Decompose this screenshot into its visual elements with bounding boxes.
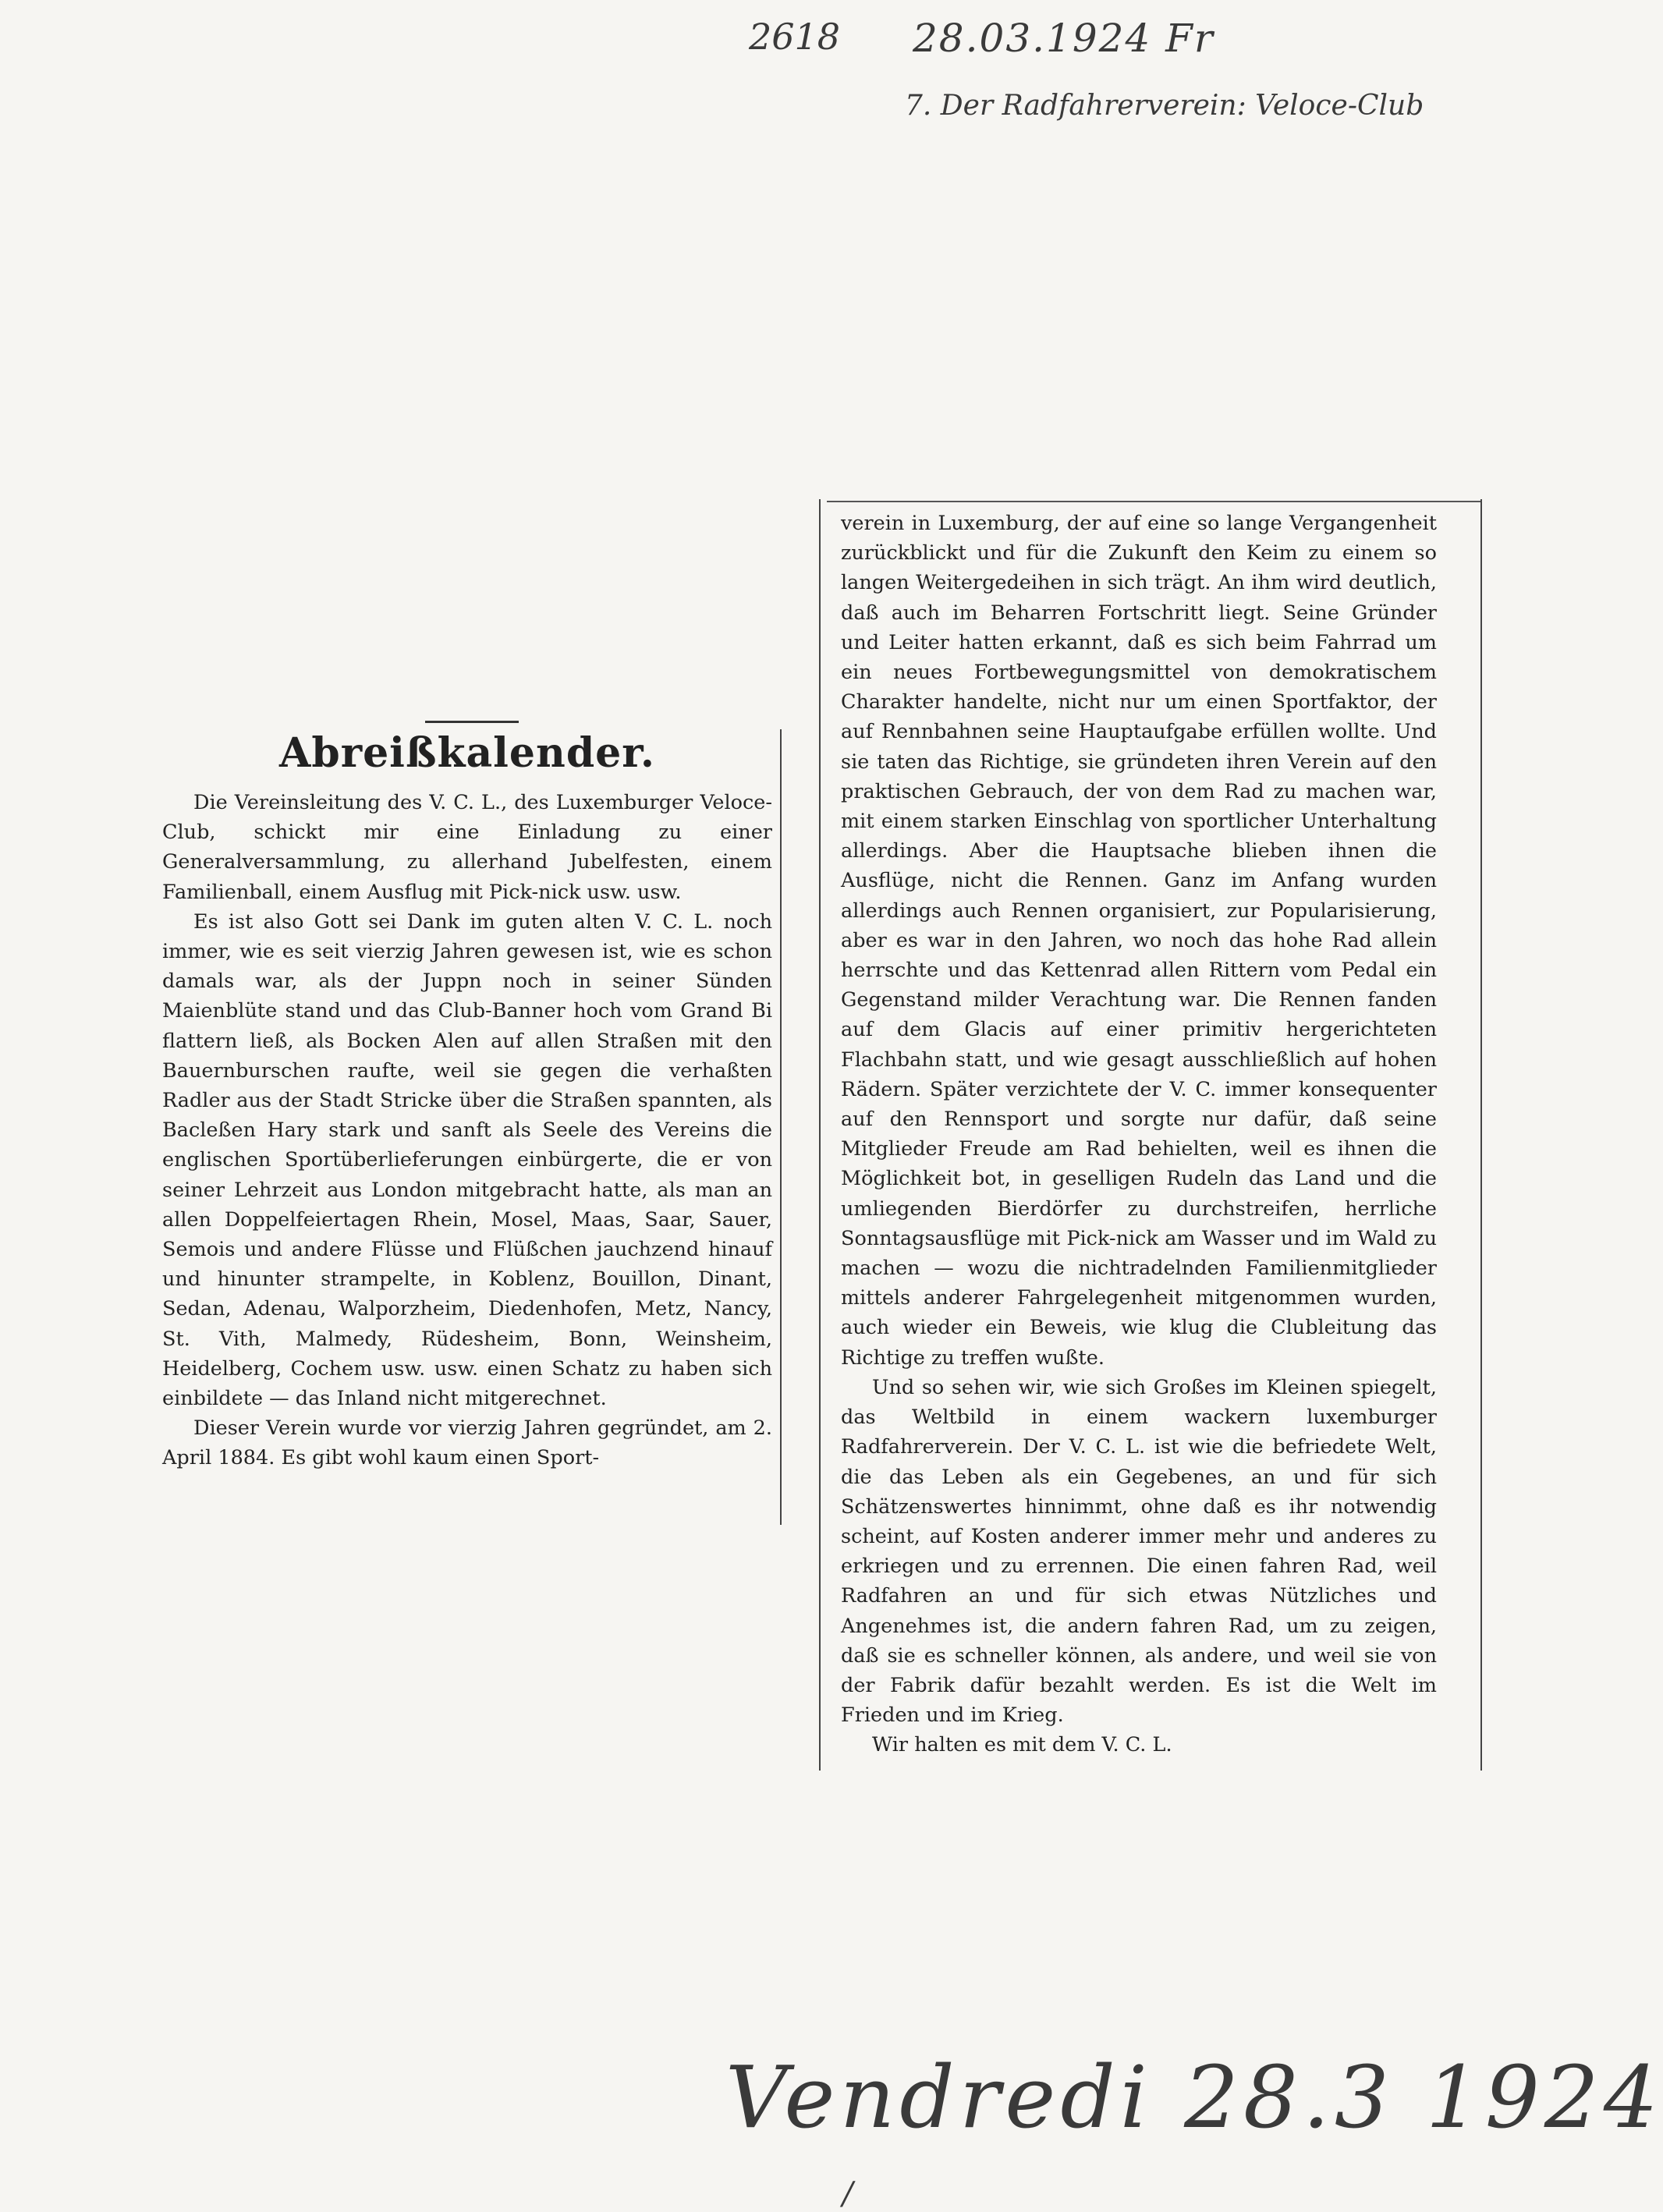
left-column-rule <box>780 729 782 1525</box>
column-divider-right <box>1480 499 1482 1771</box>
column-divider-left <box>819 499 821 1771</box>
column-top-rule <box>827 501 1480 502</box>
handwritten-reference-number: 2618 <box>749 16 841 58</box>
paragraph: Es ist also Gott sei Dank im guten alten V. C. L. noch immer, wie es seit vierzig Jahren gewesen ist, wie es schon damals war, als der Juppn noch in seiner Sünden Maienblüte stand und das Club-Banner hoch vom Grand Bi flattern ließ, als Bocken Alen auf allen Straßen mit den Bauernburschen raufte, weil sie gegen die verhaßten Radler aus der Stadt Stricke über die Straßen spannten, als Bacleßen Hary stark und sanft als Seele des Vereins die englischen Sportüberlieferungen einbürgerte, die er von seiner Lehrzeit aus London mitgebracht hatte, als man an allen Doppelfeiertagen Rhein, Mosel, Maas, Saar, Sauer, Semois und andere Flüsse und Flüßchen jauchzend hinauf und hinunter strampelte, in Koblenz, Bouillon, Dinant, Sedan, Adenau, Walporzheim, Diedenhofen, Metz, Nancy, St. Vith, Malmedy, Rüdesheim, Bonn, Weinsheim, Heidelberg, Cochem usw. usw. einen Schatz zu haben sich einbildete — das Inland nicht mitgerechnet. <box>162 909 772 1411</box>
paragraph: Und so sehen wir, wie sich Großes im Kleinen spiegelt, das Weltbild in einem wackern luxemburger Radfahrerverein. Der V. C. L. ist wie die befriedete Welt, die das Leben als ein Gegebenes, an und für sich Schätzenswertes hinnimmt, ohne daß es ihr notwendig scheint, auf Kosten anderer immer mehr und anderes zu erkriegen und zu errennen. Die einen fahren Rad, weil Radfahren an und für sich etwas Nützliches und Angenehmes ist, die andern fahren Rad, um zu zeigen, daß sie es schneller können, als andere, und weil sie von der Fabrik dafür bezahlt werden. Es ist die Welt im Frieden und im Krieg. <box>841 1375 1437 1728</box>
paragraph: verein in Luxemburg, der auf eine so lange Vergangenheit zurückblickt und für die Zukunft den Keim zu einem so langen Weitergedeihen in sich trägt. An ihm wird deutlich, daß auch im Beharren Fortschritt liegt. Seine Gründer und Leiter hatten erkannt, daß es sich beim Fahrrad um ein neues Fortbewegungsmittel von demokratischem Charakter handelte, nicht nur um einen Sportfaktor, der auf Rennbahnen seine Hauptaufgabe erfüllen wollte. Und sie taten das Richtige, sie gründeten ihren Verein auf den praktischen Gebrauch, der von dem Rad zu machen war, mit einem starken Einschlag von sportlicher Unterhaltung allerdings. Aber die Hauptsache blieben ihnen die Ausflüge, nicht die Rennen. Ganz im Anfang wurden allerdings auch Rennen organisiert, zur Popularisierung, aber es war in den Jahren, wo noch das hohe Rad allein herrschte und das Kettenrad allen Rittern vom Pedal ein Gegenstand milder Verachtung war. Die Rennen fanden auf dem Glacis auf einer primitiv hergerichteten Flachbahn statt, und wie gesagt ausschließlich auf hohen Rädern. Später verzichtete der V. C. immer konsequenter auf den Rennsport und sorgte nur dafür, daß seine Mitglieder Freude am Rad behielten, weil es ihnen die Möglichkeit bot, in geselligen Rudeln das Land und die umliegenden Bierdörfer zu durchstreifen, herrliche Sonntagsausflüge mit Pick-nick am Wasser und im Wald zu machen — wozu die nichtradelnden Familienmitglieder mittels anderer Fahrgelegenheit mitgenommen wurden, auch wieder ein Beweis, wie klug die Clubleitung das Richtige zu treffen wußte. <box>841 512 1437 1370</box>
right-column <box>841 509 1437 1760</box>
paragraph: Dieser Verein wurde vor vierzig Jahren gegründet, am 2. April 1884. Es gibt wohl kaum einen Sport- <box>162 1416 772 1470</box>
handwritten-footer-mark: / <box>842 2176 853 2212</box>
paragraph: Die Vereinsleitung des V. C. L., des Luxemburger Veloce-Club, schickt mir eine Einladung zu einer Generalversammlung, zu allerhand Jubelfesten, einem Familienball, einem Ausflug mit Pick-nick usw. usw. <box>162 791 772 904</box>
left-column <box>162 788 772 1473</box>
headline-rule <box>425 721 519 723</box>
paragraph: Wir halten es mit dem V. C. L. <box>872 1733 1172 1757</box>
handwritten-footer-date: Vendredi 28.3 1924 <box>725 2047 1663 2147</box>
handwritten-title-note: 7. Der Radfahrerverein: Veloce-Club <box>905 90 1424 122</box>
handwritten-date-note: 28.03.1924 Fr <box>913 16 1214 61</box>
article-headline: Abreißkalender. <box>279 729 655 777</box>
